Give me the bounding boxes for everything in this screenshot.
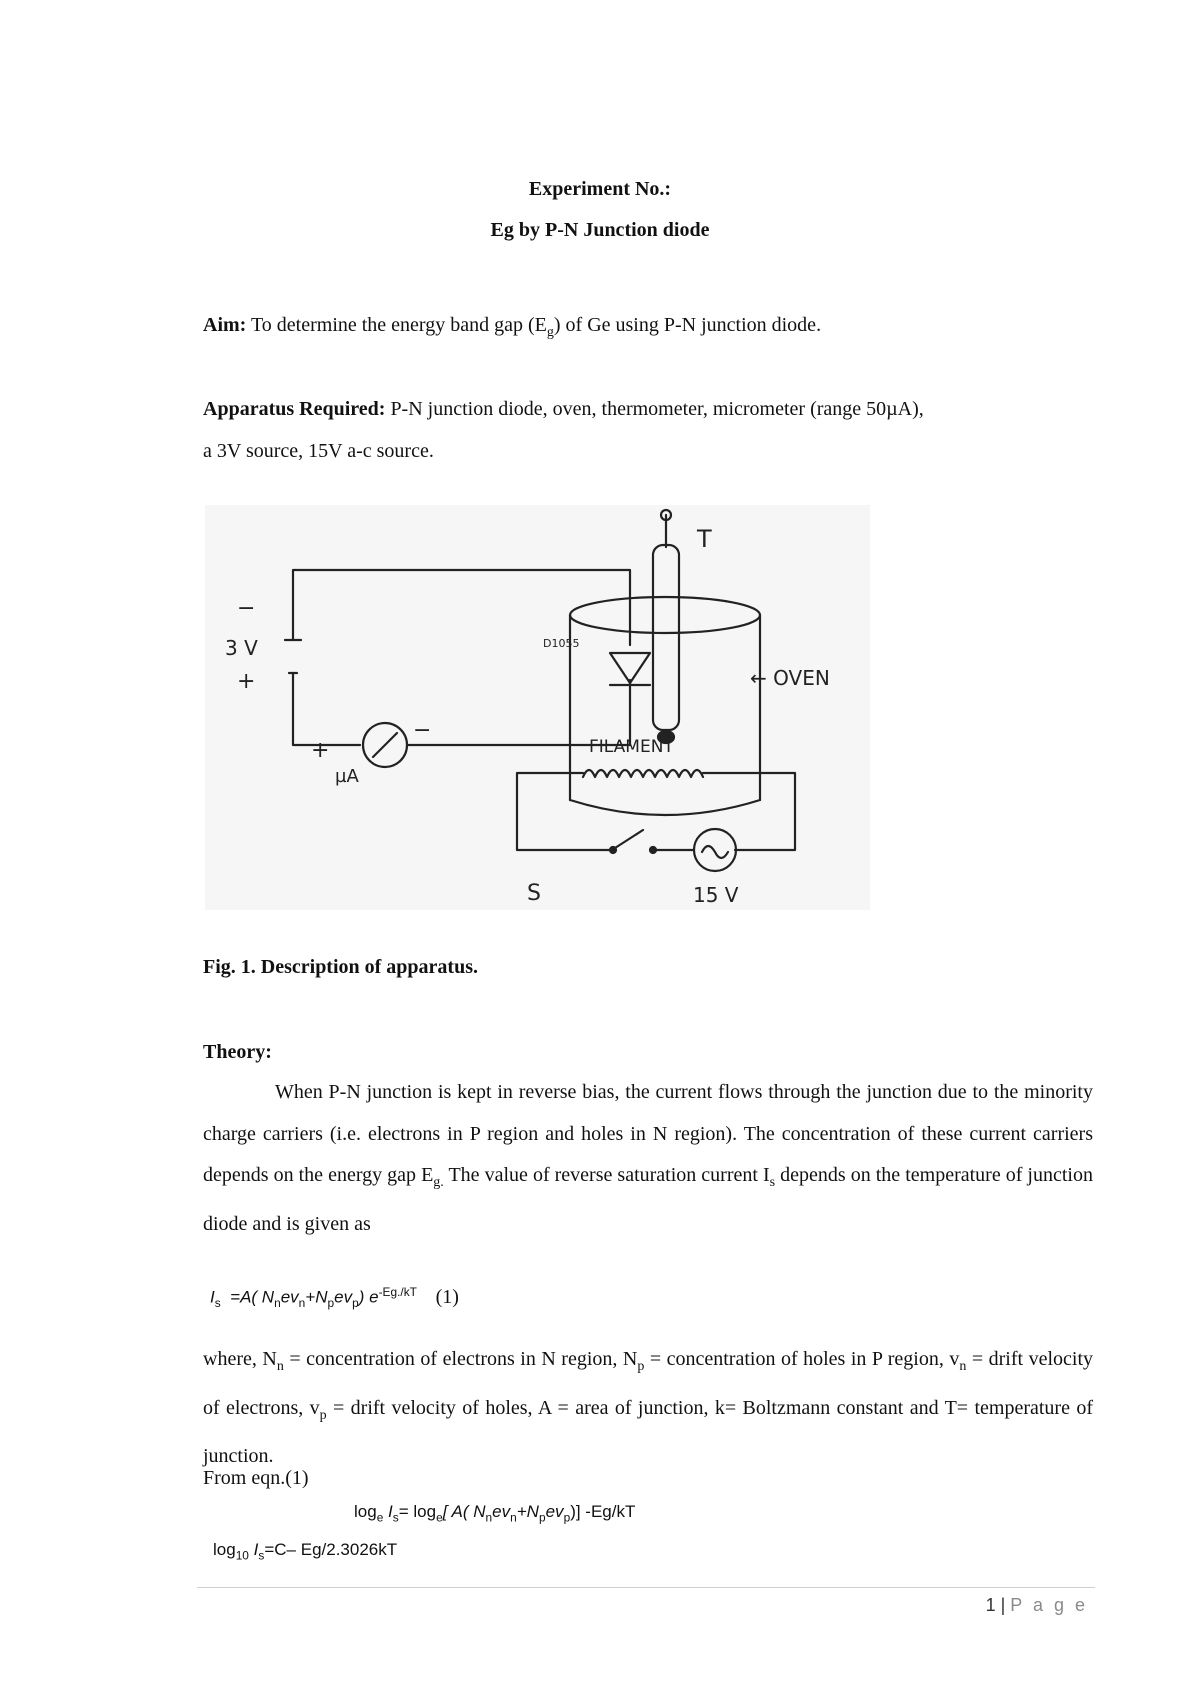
equation-3	[213, 1540, 397, 1562]
where-sub-n1: n	[276, 1359, 284, 1374]
figure-caption	[203, 955, 1093, 979]
where-text-1: = concentration of electrons in N region, N	[283, 1348, 638, 1370]
apparatus-line-1	[203, 397, 1093, 421]
eq3-log: log	[213, 1540, 236, 1559]
eq3-sub-10: 10	[235, 1548, 249, 1563]
eq2-sub-e: e	[376, 1510, 384, 1525]
eq1-sub-n: n	[274, 1296, 281, 1311]
where-sub-p1: p	[637, 1359, 645, 1374]
eq2-sub-n2: n	[510, 1510, 517, 1525]
page-title: Eg by P-N Junction diode	[490, 219, 710, 241]
label-thermometer: T	[697, 525, 712, 553]
label-oven: ← OVEN	[750, 666, 830, 690]
label-meter-minus: −	[413, 718, 432, 743]
aim-text-a: To determine the energy band gap (E	[246, 314, 547, 336]
label-source-minus: −	[237, 596, 256, 621]
eq3-sub-s: s	[258, 1548, 265, 1563]
theory-sub-g: g.	[433, 1175, 444, 1190]
aim-text-b: ) of Ge using P-N junction diode.	[553, 314, 822, 336]
eq1-rhs: =A( N	[230, 1287, 275, 1307]
where-sub-n2: n	[959, 1359, 967, 1374]
eq2-log2: = log	[398, 1502, 437, 1521]
equation-1	[210, 1285, 459, 1310]
label-source-v: 3 V	[225, 636, 258, 660]
label-ac-source: 15 V	[693, 883, 739, 907]
eq1-lhs: I	[210, 1287, 215, 1307]
label-meter-plus: +	[311, 738, 330, 763]
eq1-number: (1)	[435, 1285, 459, 1308]
eq2-ev2: ev	[545, 1502, 564, 1521]
eq1-sub-p2: p	[352, 1296, 359, 1311]
eq3-i: I	[253, 1540, 259, 1559]
footer-divider	[197, 1587, 1095, 1588]
eq1-sub-p: p	[327, 1296, 335, 1311]
eq2-sub-p: p	[538, 1510, 546, 1525]
where-paragraph	[203, 1339, 1093, 1478]
eq2-log: log	[354, 1502, 377, 1521]
eq2-sub-e2: e	[436, 1510, 443, 1525]
aim-paragraph	[203, 313, 1093, 345]
where-sub-p2: p	[319, 1407, 327, 1423]
theory-text-a: When P-N junction is kept in reverse bias, the current flows through the junction due to the minority charge carriers (i.e. electrons in P region and holes in N region). The concentration of these current carriers depends on the energy gap E	[203, 1081, 1093, 1186]
label-diode: D1055	[543, 637, 580, 650]
eq3-tail: =C– Eg/2.3026kT	[264, 1540, 398, 1559]
theory-paragraph	[203, 1072, 1093, 1245]
equation-2	[354, 1502, 635, 1524]
apparatus-figure	[205, 505, 870, 910]
where-text-3: = drift velocity of electrons, v	[203, 1348, 1093, 1419]
aim-label: Aim:	[203, 314, 247, 336]
where-text-2: = concentration of holes in P region, v	[644, 1348, 960, 1370]
experiment-number: Experiment No.:	[528, 178, 672, 200]
theory-text-c: depends on the temperature of junction diode and is given as	[203, 1164, 1093, 1235]
eq2-plus: +N	[516, 1502, 539, 1521]
eq2-i: I	[388, 1502, 393, 1521]
eq2-bracket: [ A( N	[442, 1502, 486, 1521]
eq1-exponent: -Eg./kT	[378, 1285, 417, 1299]
eq1-close: ) e	[358, 1287, 379, 1307]
apparatus-line-2: a 3V source, 15V a-c source.	[203, 440, 434, 462]
eq1-ev-2: ev	[334, 1287, 353, 1307]
label-meter-unit: µA	[335, 766, 359, 787]
eq2-ev1: ev	[492, 1502, 511, 1521]
label-switch: S	[527, 881, 541, 906]
from-eqn: From eqn.(1)	[203, 1467, 309, 1489]
theory-text-b: The value of reverse saturation current I	[443, 1164, 770, 1186]
eq1-ev-1: ev	[280, 1287, 299, 1307]
eq1-sub-n2: n	[298, 1296, 306, 1311]
page-number	[986, 1595, 1088, 1616]
figure-caption-text: Fig. 1. Description of apparatus.	[203, 956, 478, 978]
page-label: P a g e	[1010, 1595, 1088, 1615]
eq1-lhs-sub: s	[214, 1296, 221, 1311]
eq2-tail: )] -Eg/kT	[570, 1502, 636, 1521]
theory-heading-text: Theory:	[203, 1041, 272, 1063]
theory-sub-s: s	[769, 1175, 776, 1190]
page-number-value: 1	[985, 1595, 996, 1615]
theory-heading	[203, 1040, 1093, 1064]
aim-sub: g	[546, 325, 554, 340]
eq2-sub-p2: p	[563, 1510, 571, 1525]
where-text: where, N	[203, 1348, 277, 1370]
where-text-4: = drift velocity of holes, A = area of junction, k= Boltzmann constant and T= temperature of junction.	[203, 1396, 1094, 1467]
eq2-sub-n: n	[485, 1510, 493, 1525]
label-filament: FILAMENT	[589, 737, 674, 757]
eq1-plus: +N	[305, 1287, 328, 1307]
label-source-plus: +	[237, 669, 256, 694]
eq2-sub-s: s	[392, 1510, 399, 1525]
apparatus-text-1: P-N junction diode, oven, thermometer, micrometer (range 50µA),	[385, 398, 924, 420]
page-number-separator: |	[995, 1595, 1011, 1615]
apparatus-label: Apparatus Required:	[203, 398, 386, 420]
